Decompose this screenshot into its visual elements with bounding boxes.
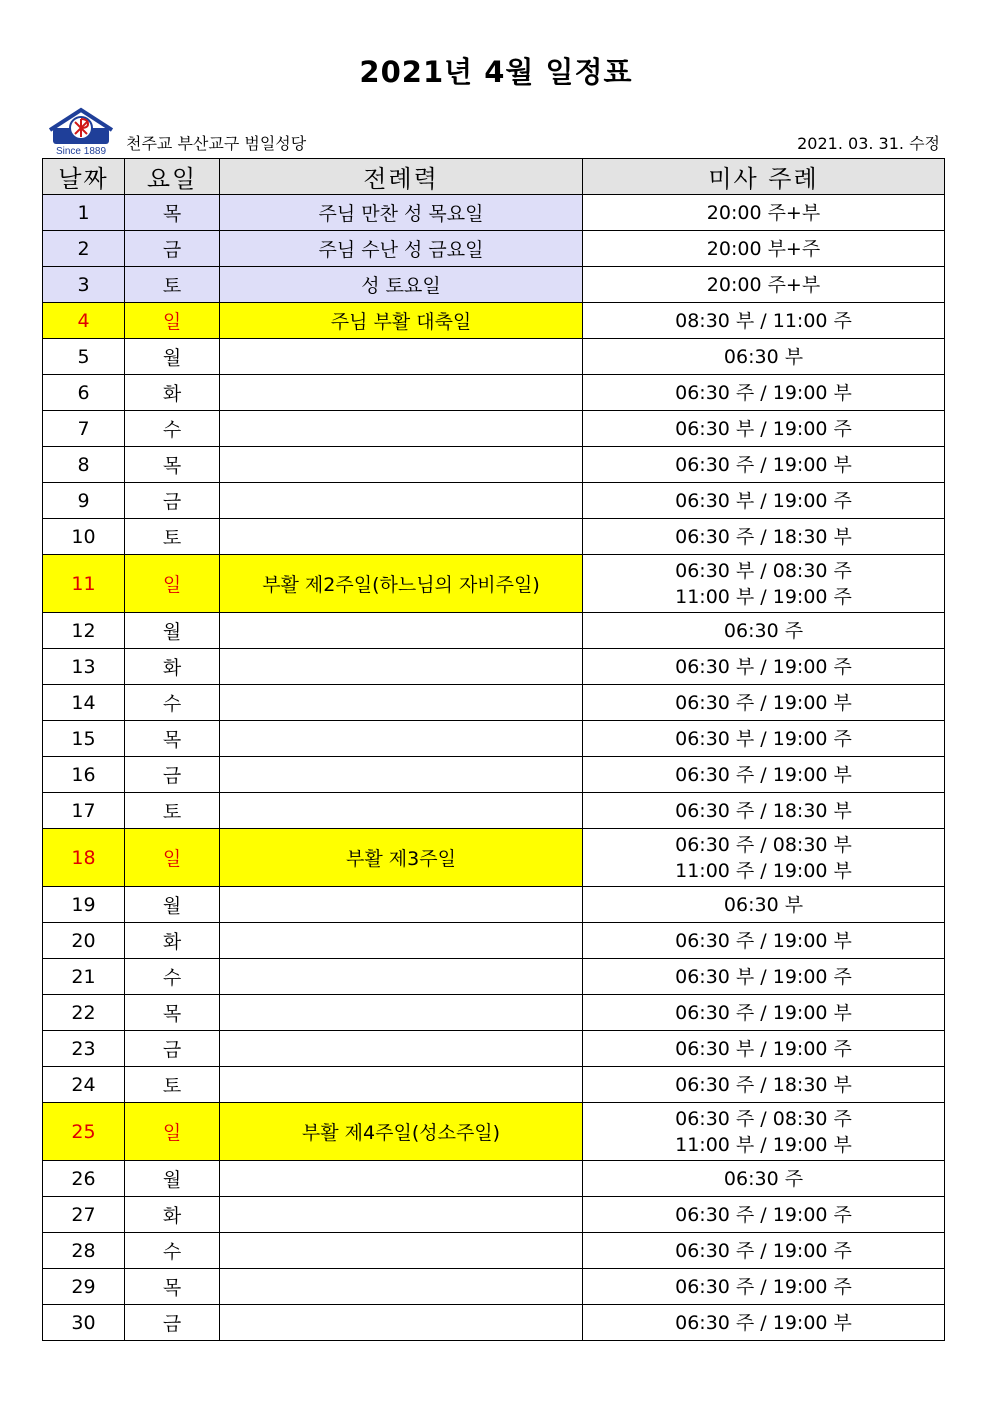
liturgy-cell: 성 토요일: [220, 267, 583, 303]
day-cell: 목: [125, 1269, 220, 1305]
day-cell: 토: [125, 519, 220, 555]
liturgy-cell: 주님 부활 대축일: [220, 303, 583, 339]
table-row: [43, 1233, 945, 1269]
header-date: 날짜: [43, 159, 125, 195]
mass-cell: 06:30 주: [583, 1161, 945, 1197]
liturgy-cell: [220, 1067, 583, 1103]
liturgy-cell: [220, 447, 583, 483]
date-cell: 20: [43, 923, 125, 959]
date-cell: 1: [43, 195, 125, 231]
day-cell: 목: [125, 447, 220, 483]
date-cell: 22: [43, 995, 125, 1031]
day-cell: 화: [125, 375, 220, 411]
date-cell: 12: [43, 613, 125, 649]
header-row: [43, 159, 945, 195]
mass-cell: 06:30 주 / 19:00 부: [583, 923, 945, 959]
table-row: [43, 339, 945, 375]
table-row: [43, 519, 945, 555]
table-row: [43, 685, 945, 721]
mass-cell: 06:30 부 / 19:00 주: [583, 721, 945, 757]
liturgy-cell: [220, 1269, 583, 1305]
mass-cell: 06:30 주 / 19:00 주: [583, 1233, 945, 1269]
table-row: [43, 303, 945, 339]
day-cell: 일: [125, 555, 220, 613]
table-row: [43, 195, 945, 231]
mass-cell: 06:30 주 / 18:30 부: [583, 793, 945, 829]
date-cell: 13: [43, 649, 125, 685]
table-row: [43, 613, 945, 649]
day-cell: 토: [125, 1067, 220, 1103]
date-cell: 29: [43, 1269, 125, 1305]
mass-cell: 06:30 주 / 19:00 부: [583, 375, 945, 411]
date-cell: 17: [43, 793, 125, 829]
table-row: [43, 721, 945, 757]
liturgy-cell: 주님 만찬 성 목요일: [220, 195, 583, 231]
mass-cell: 06:30 주 / 18:30 부: [583, 1067, 945, 1103]
mass-cell: 06:30 부: [583, 887, 945, 923]
mass-cell: 06:30 주 / 19:00 부: [583, 995, 945, 1031]
date-cell: 11: [43, 555, 125, 613]
mass-cell: 06:30 주 / 18:30 부: [583, 519, 945, 555]
page-title: 2021년 4월 일정표: [359, 55, 633, 89]
mass-cell: 06:30 부 / 19:00 주: [583, 411, 945, 447]
table-row: [43, 267, 945, 303]
liturgy-cell: 부활 제4주일(성소주일): [220, 1103, 583, 1161]
mass-cell: 06:30 부 / 19:00 주: [583, 959, 945, 995]
liturgy-cell: [220, 1233, 583, 1269]
table-row: [43, 923, 945, 959]
liturgy-cell: 주님 수난 성 금요일: [220, 231, 583, 267]
date-cell: 18: [43, 829, 125, 887]
liturgy-cell: [220, 375, 583, 411]
table-row: [43, 1067, 945, 1103]
date-cell: 30: [43, 1305, 125, 1341]
liturgy-cell: [220, 519, 583, 555]
date-cell: 24: [43, 1067, 125, 1103]
liturgy-cell: [220, 649, 583, 685]
liturgy-cell: [220, 1031, 583, 1067]
table-row: [43, 829, 945, 887]
table-row: [43, 555, 945, 613]
header-liturgy: 전례력: [220, 159, 583, 195]
liturgy-cell: [220, 757, 583, 793]
mass-cell: 06:30 부 / 19:00 주: [583, 649, 945, 685]
schedule-body: [43, 195, 945, 1341]
mass-cell: 06:30 주 / 19:00 부: [583, 447, 945, 483]
date-cell: 6: [43, 375, 125, 411]
parish-emblem-logo: [44, 106, 118, 156]
mass-cell: 06:30 주 / 19:00 부: [583, 685, 945, 721]
date-cell: 26: [43, 1161, 125, 1197]
date-cell: 28: [43, 1233, 125, 1269]
mass-cell: 06:30 부 / 19:00 주: [583, 483, 945, 519]
day-cell: 수: [125, 1233, 220, 1269]
date-cell: 9: [43, 483, 125, 519]
mass-cell: 06:30 주 / 19:00 부: [583, 757, 945, 793]
liturgy-cell: [220, 1197, 583, 1233]
date-cell: 5: [43, 339, 125, 375]
liturgy-cell: [220, 793, 583, 829]
date-cell: 4: [43, 303, 125, 339]
table-row: [43, 375, 945, 411]
mass-cell: 06:30 주 / 08:30 주 11:00 부 / 19:00 부: [583, 1103, 945, 1161]
day-cell: 수: [125, 685, 220, 721]
day-cell: 월: [125, 887, 220, 923]
day-cell: 화: [125, 923, 220, 959]
day-cell: 목: [125, 195, 220, 231]
day-cell: 금: [125, 1305, 220, 1341]
table-row: [43, 231, 945, 267]
liturgy-cell: [220, 923, 583, 959]
mass-cell: 06:30 주 / 19:00 주: [583, 1269, 945, 1305]
mass-cell: 06:30 주 / 08:30 부 11:00 주 / 19:00 부: [583, 829, 945, 887]
revision-date: 2021. 03. 31. 수정: [797, 134, 940, 153]
liturgy-cell: [220, 339, 583, 375]
date-cell: 8: [43, 447, 125, 483]
liturgy-cell: [220, 721, 583, 757]
day-cell: 월: [125, 613, 220, 649]
date-cell: 21: [43, 959, 125, 995]
header-mass: 미사 주례: [583, 159, 945, 195]
table-row: [43, 793, 945, 829]
liturgy-cell: [220, 959, 583, 995]
table-row: [43, 1031, 945, 1067]
table-row: [43, 1103, 945, 1161]
mass-cell: 06:30 부 / 08:30 주 11:00 부 / 19:00 주: [583, 555, 945, 613]
table-row: [43, 995, 945, 1031]
day-cell: 수: [125, 959, 220, 995]
mass-cell: 20:00 부+주: [583, 231, 945, 267]
liturgy-cell: [220, 1161, 583, 1197]
day-cell: 일: [125, 829, 220, 887]
day-cell: 금: [125, 757, 220, 793]
table-row: [43, 1269, 945, 1305]
mass-cell: 20:00 주+부: [583, 267, 945, 303]
parish-name: 천주교 부산교구 범일성당: [126, 134, 307, 153]
mass-cell: 20:00 주+부: [583, 195, 945, 231]
liturgy-cell: [220, 613, 583, 649]
mass-cell: 06:30 주: [583, 613, 945, 649]
day-cell: 월: [125, 339, 220, 375]
table-row: [43, 887, 945, 923]
date-cell: 27: [43, 1197, 125, 1233]
table-row: [43, 1197, 945, 1233]
table-row: [43, 447, 945, 483]
date-cell: 3: [43, 267, 125, 303]
table-row: [43, 483, 945, 519]
date-cell: 14: [43, 685, 125, 721]
day-cell: 금: [125, 483, 220, 519]
schedule-table: [42, 158, 945, 1341]
day-cell: 목: [125, 995, 220, 1031]
date-cell: 10: [43, 519, 125, 555]
mass-cell: 06:30 주 / 19:00 부: [583, 1305, 945, 1341]
svg-text:Since 1889: Since 1889: [55, 146, 107, 156]
date-cell: 25: [43, 1103, 125, 1161]
day-cell: 월: [125, 1161, 220, 1197]
day-cell: 금: [125, 231, 220, 267]
date-cell: 19: [43, 887, 125, 923]
table-row: [43, 757, 945, 793]
liturgy-cell: [220, 995, 583, 1031]
day-cell: 토: [125, 793, 220, 829]
liturgy-cell: 부활 제2주일(하느님의 자비주일): [220, 555, 583, 613]
day-cell: 금: [125, 1031, 220, 1067]
table-row: [43, 649, 945, 685]
table-row: [43, 959, 945, 995]
day-cell: 목: [125, 721, 220, 757]
liturgy-cell: [220, 685, 583, 721]
date-cell: 16: [43, 757, 125, 793]
mass-cell: 08:30 부 / 11:00 주: [583, 303, 945, 339]
liturgy-cell: [220, 887, 583, 923]
date-cell: 2: [43, 231, 125, 267]
table-row: [43, 1305, 945, 1341]
table-row: [43, 411, 945, 447]
day-cell: 일: [125, 1103, 220, 1161]
mass-cell: 06:30 부: [583, 339, 945, 375]
day-cell: 수: [125, 411, 220, 447]
day-cell: 일: [125, 303, 220, 339]
day-cell: 화: [125, 649, 220, 685]
date-cell: 15: [43, 721, 125, 757]
day-cell: 토: [125, 267, 220, 303]
liturgy-cell: [220, 411, 583, 447]
table-row: [43, 1161, 945, 1197]
mass-cell: 06:30 주 / 19:00 주: [583, 1197, 945, 1233]
date-cell: 7: [43, 411, 125, 447]
liturgy-cell: [220, 1305, 583, 1341]
liturgy-cell: [220, 483, 583, 519]
header-day: 요일: [125, 159, 220, 195]
date-cell: 23: [43, 1031, 125, 1067]
liturgy-cell: 부활 제3주일: [220, 829, 583, 887]
day-cell: 화: [125, 1197, 220, 1233]
mass-cell: 06:30 부 / 19:00 주: [583, 1031, 945, 1067]
